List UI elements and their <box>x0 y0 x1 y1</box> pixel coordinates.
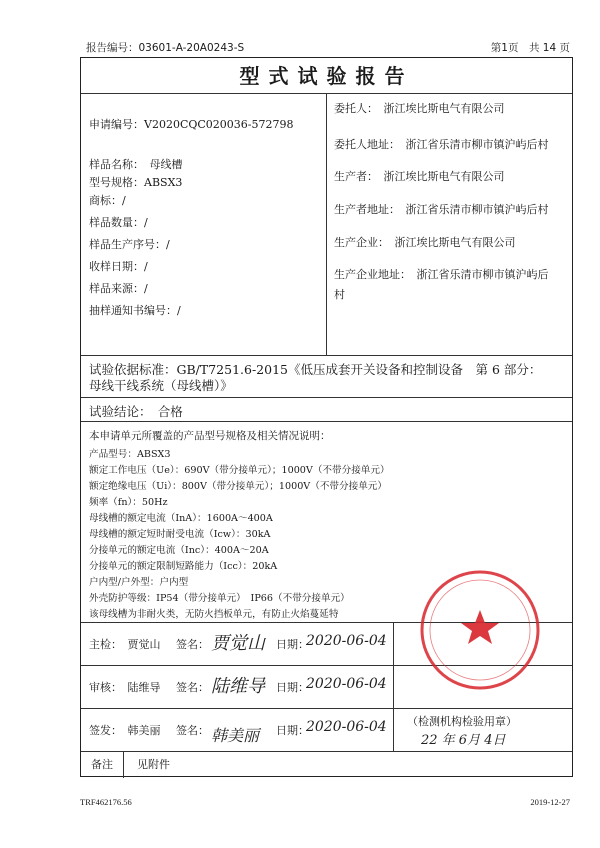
application-number: 申请编号：V2020CQC020036-572798 <box>89 118 294 131</box>
approver-signature: 韩美丽 <box>211 726 260 745</box>
desc-line: 额定工作电压（Ue）：690V（带分接单元）；1000V（不带分接单元） <box>89 465 390 476</box>
notes-value: 见附件 <box>137 758 170 771</box>
reviewer-date: 2020-06-04 <box>306 676 387 692</box>
sample-source: 样品来源：/ <box>89 282 148 295</box>
date-label: 日期： <box>276 638 309 651</box>
model-spec: 型号规格：ABSX3 <box>89 176 183 189</box>
notes-row <box>81 752 572 778</box>
notes-divider <box>123 752 124 778</box>
sign-divider <box>393 666 394 708</box>
reviewer-signature: 陆维导 <box>211 676 265 697</box>
report-title: 型式试验报告 <box>81 58 572 94</box>
date-label: 日期： <box>276 724 309 737</box>
desc-line: 该母线槽为非耐火类，无防火挡板单元，有防止火焰蔓延特 <box>89 609 339 620</box>
sign-label: 签名： <box>176 724 209 737</box>
desc-line: 分接单元的额定电流（Inc）：400A～20A <box>89 545 269 556</box>
notes-label: 备注 <box>91 758 113 771</box>
form-code: TRF462176.56 <box>80 797 132 807</box>
test-basis <box>81 356 572 398</box>
basis-line-2: 母线干线系统（母线槽）》 <box>89 378 233 393</box>
sample-name: 样品名称： 母线槽 <box>89 158 183 171</box>
desc-line: 母线槽的额定电流（InA）：1600A～400A <box>89 513 273 524</box>
reviewer: 审核： 陆维导 <box>89 681 161 694</box>
approver-date: 2020-06-04 <box>306 719 387 735</box>
desc-line: 母线槽的额定短时耐受电流（Icw）：30kA <box>89 529 271 540</box>
producer-address: 生产者地址： 浙江省乐清市柳市镇沪屿后村 <box>334 203 549 216</box>
sign-divider <box>393 709 394 751</box>
producer: 生产者： 浙江埃比斯电气有限公司 <box>334 170 505 183</box>
date-label: 日期： <box>276 681 309 694</box>
sign-label: 签名： <box>176 681 209 694</box>
sign-divider <box>393 623 394 665</box>
sign-row-approver <box>81 709 572 752</box>
inspector-date: 2020-06-04 <box>306 633 387 649</box>
page-indicator: 第1页 共 14 页 <box>490 42 570 54</box>
desc-line: 额定绝缘电压（Ui）：800V（带分接单元）；1000V（不带分接单元） <box>89 481 387 492</box>
stamp-date: 22 年 6月 4日 <box>421 733 506 748</box>
enterprise-address: 生产企业地址： 浙江省乐清市柳市镇沪屿后 <box>334 268 549 281</box>
enterprise-address-cont: 村 <box>334 288 345 301</box>
info-divider <box>326 94 327 355</box>
sample-quantity: 样品数量：/ <box>89 216 148 229</box>
brand: 商标：/ <box>89 194 126 207</box>
sign-label: 签名： <box>176 638 209 651</box>
approver: 签发： 韩美丽 <box>89 724 161 737</box>
basis-line-1: 试验依据标准：GB/T7251.6-2015《低压成套开关设备和控制设备 第 6 部分： <box>89 362 542 377</box>
info-section <box>81 94 572 356</box>
inspector: 主检： 贾觉山 <box>89 638 161 651</box>
conclusion-text: 试验结论： 合格 <box>89 404 183 419</box>
client-address: 委托人地址： 浙江省乐清市柳市镇沪屿后村 <box>334 138 549 151</box>
desc-line: 产品型号：ABSX3 <box>89 449 171 460</box>
receive-date: 收样日期：/ <box>89 260 148 273</box>
sample-serial: 样品生产序号：/ <box>89 238 170 251</box>
desc-line: 外壳防护等级：IP54（带分接单元） IP66（不带分接单元） <box>89 593 350 604</box>
sampling-notice-no: 抽样通知书编号：/ <box>89 304 181 317</box>
report-number: 报告编号：03601-A-20A0243-S <box>86 42 245 54</box>
desc-line: 频率（fn）：50Hz <box>89 497 168 508</box>
form-date: 2019-12-27 <box>530 797 570 807</box>
client: 委托人： 浙江埃比斯电气有限公司 <box>334 102 505 115</box>
desc-line: 分接单元的额定限制短路能力（Icc）：20kA <box>89 561 278 572</box>
test-conclusion <box>81 398 572 422</box>
stamp-note: （检测机构检验用章） <box>407 715 517 728</box>
inspector-signature: 贾觉山 <box>211 633 265 654</box>
desc-line: 本申请单元所覆盖的产品型号规格及相关情况说明： <box>89 430 331 442</box>
enterprise: 生产企业： 浙江埃比斯电气有限公司 <box>334 236 516 249</box>
desc-line: 户内型/户外型：户内型 <box>89 577 189 588</box>
official-seal-icon <box>415 565 545 695</box>
